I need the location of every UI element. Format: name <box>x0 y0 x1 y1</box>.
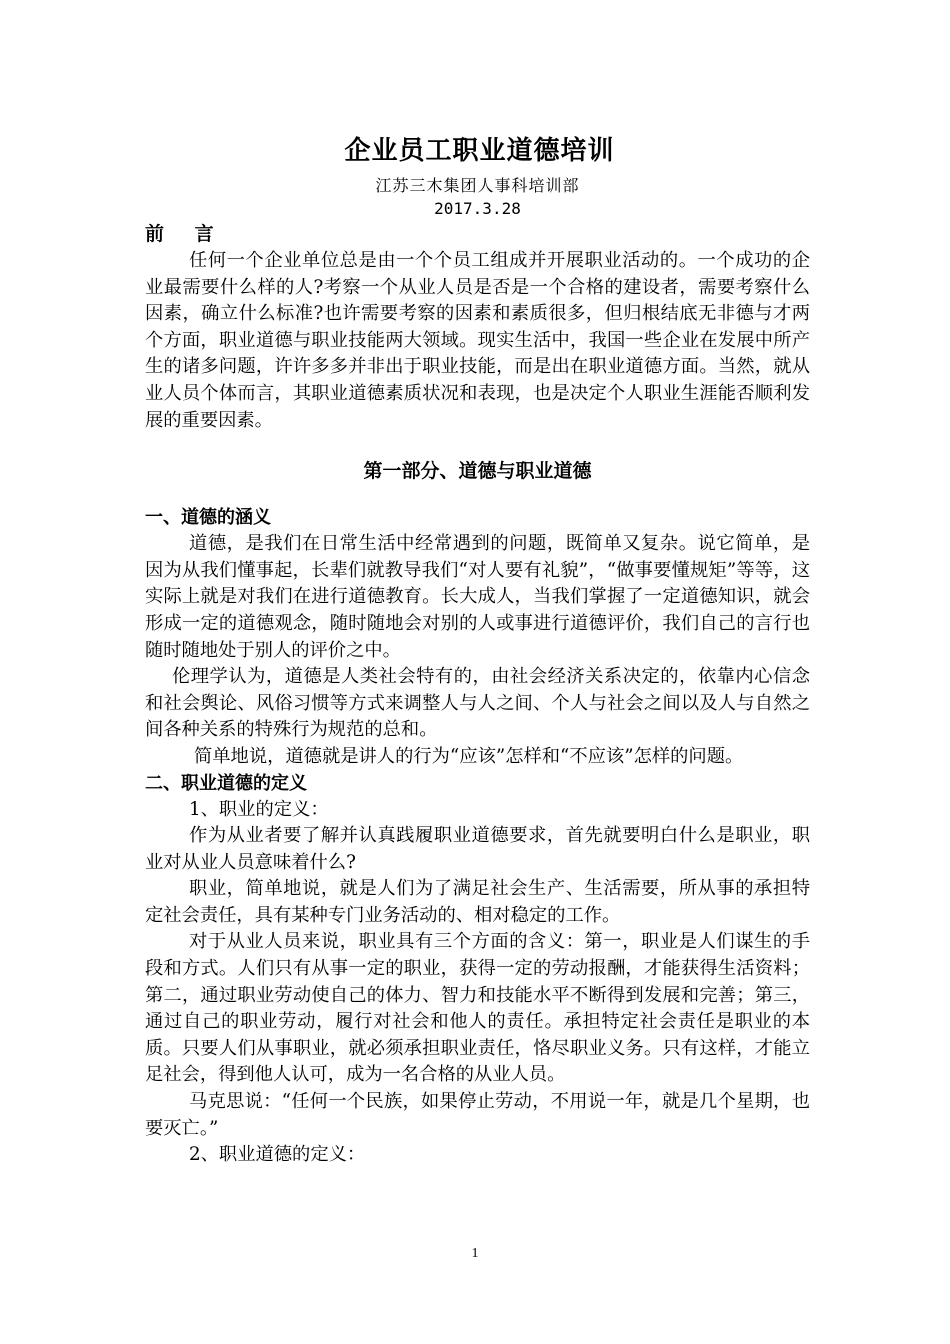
section1-paragraph-1: 道德，是我们在日常生活中经常遇到的问题，既简单又复杂。说它简单，是因为从我们懂事起，长辈们就教导我们“对人要有礼貌”，“做事要懂规矩”等等，这实际上就是对我们在进行道德教育。长大成人，当我们掌握了一定道德知识，就会形成一定的道德观念，随时随地会对别的人或事进行道德评价，我们自己的言行也随时随地处于别人的评价之中。 <box>145 533 810 661</box>
section1-paragraph-2: 伦理学认为，道德是人类社会特有的，由社会经济关系决定的，依靠内心信念和社会舆论、风俗习惯等方式来调整人与人之间、个人与社会之间以及人与自然之间各种关系的特殊行为规范的总和。 <box>145 666 810 741</box>
section2-paragraph-2: 职业，简单地说，就是人们为了满足社会生产、生活需要，所从事的承担特定社会责任，具有某种专门业务活动的、相对稳定的工作。 <box>145 878 810 926</box>
part1-heading: 第一部分、道德与职业道德 <box>363 460 592 483</box>
section2-paragraph-1: 作为从业者要了解并认真践履职业道德要求，首先就要明白什么是职业，职业对从业人员意味着什么? <box>145 825 810 873</box>
section2-paragraph-3: 对于从业人员来说，职业具有三个方面的含义：第一，职业是人们谋生的手段和方式。人们只有从事一定的职业，获得一定的劳动报酬，才能获得生活资料；第二，通过职业劳动使自己的体力、智力和技能水平不断得到发展和完善；第三，通过自己的职业劳动，履行对社会和他人的责任。承担特定社会责任是职业的本质。只要人们从事职业，就必须承担职业责任，恪尽职业义务。只有这样，才能立足社会，得到他人认可，成为一名合格的从业人员。 <box>145 931 810 1086</box>
page-number: 1 <box>471 1246 479 1261</box>
document-body <box>145 133 810 1169</box>
preface-paragraph: 任何一个企业单位总是由一个个员工组成并开展职业活动的。一个成功的企业最需要什么样的人?考察一个从业人员是否是一个合格的建设者，需要考察什么因素，确立什么标准?也许需要考察的因素和素质很多，但归根结底无非德与才两个方面，职业道德与职业技能两大领域。现实生活中，我国一些企业在发展中所产生的诸多问题，许许多多并非出于职业技能，而是出在职业道德方面。当然，就从业人员个体而言，其职业道德素质状况和表现，也是决定个人职业生涯能否顺利发展的重要因素。 <box>145 250 810 431</box>
section2-paragraph-4: 马克思说：“任何一个民族，如果停止劳动，不用说一年，就是几个星期，也要灭亡。” <box>145 1091 810 1139</box>
document-title: 企业员工职业道德培训 <box>344 136 615 166</box>
section2-subheading-1: 1、职业的定义： <box>189 798 329 820</box>
preface-heading: 前 言 <box>145 223 215 245</box>
section1-heading: 一、道德的涵义 <box>145 507 271 529</box>
section2-heading: 二、职业道德的定义 <box>145 772 307 794</box>
date-line: 2017.3.28 <box>434 199 521 218</box>
section2-subheading-2: 2、职业道德的定义： <box>189 1144 366 1166</box>
section1-paragraph-3: 简单地说，道德就是讲人的行为“应该”怎样和“不应该”怎样的问题。 <box>194 745 744 767</box>
organization-line: 江苏三木集团人事科培训部 <box>375 176 580 195</box>
